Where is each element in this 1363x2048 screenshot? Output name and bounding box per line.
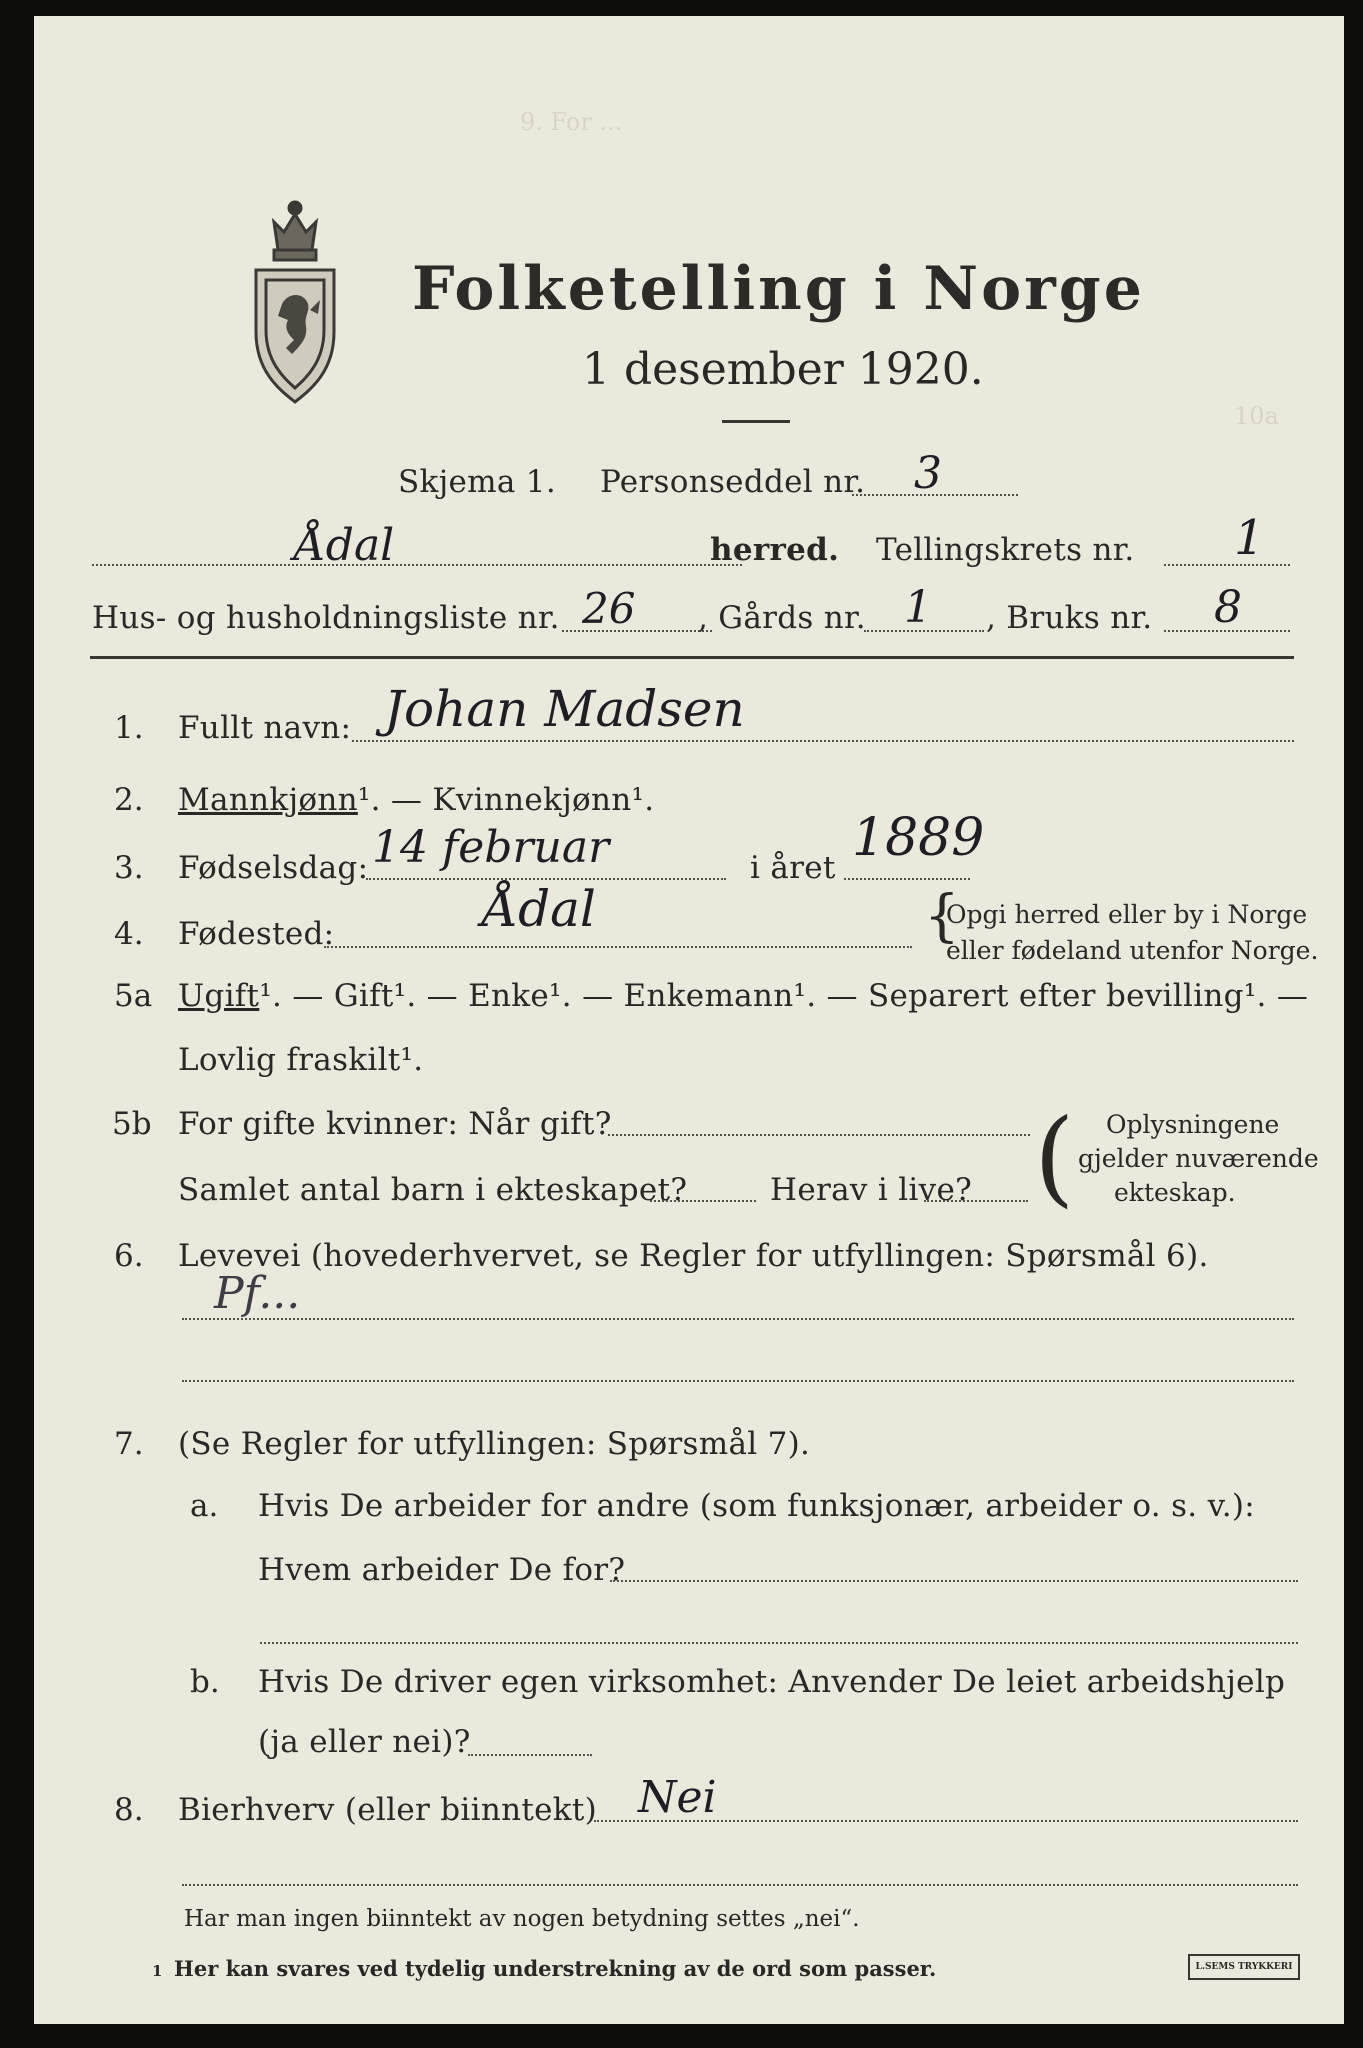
occupation-line-2 xyxy=(182,1380,1294,1382)
bleed-through-text: 10a xyxy=(1234,402,1279,430)
birth-year-label: i året xyxy=(750,850,836,886)
tellingskrets-value: 1 xyxy=(1234,510,1265,566)
question-number: 2. xyxy=(114,782,144,818)
household-list-number: 26 xyxy=(582,584,636,633)
herred-value: Ådal xyxy=(294,520,395,571)
side-income-line-2 xyxy=(182,1884,1298,1886)
employment-question-label: (Se Regler for utfyllingen: Spørsmål 7). xyxy=(178,1426,811,1462)
employer-line-2 xyxy=(260,1642,1298,1644)
full-name-label: Fullt navn: xyxy=(178,710,352,746)
children-count-label: Samlet antal barn i ekteskapet? xyxy=(178,1172,688,1208)
marriage-note-line2: gjelder nuværende xyxy=(1078,1144,1319,1173)
tellingskrets-label: Tellingskrets nr. xyxy=(876,532,1135,568)
title-divider xyxy=(722,420,790,423)
full-name-line xyxy=(352,740,1294,742)
question-number: 5a xyxy=(114,978,153,1014)
note-brace: { xyxy=(924,884,960,949)
household-list-label: Hus- og husholdningsliste nr. xyxy=(92,600,560,636)
side-income-label: Bierhverv (eller biinntekt) xyxy=(178,1792,598,1828)
birthplace-value: Ådal xyxy=(482,880,596,938)
gards-number: 1 xyxy=(904,582,932,633)
census-date: 1 desember 1920. xyxy=(582,344,984,395)
header-separator xyxy=(90,656,1294,659)
occupation-value: Pf... xyxy=(214,1268,301,1319)
married-when-line xyxy=(608,1134,1030,1136)
employer-label: Hvem arbeider De for? xyxy=(258,1552,626,1588)
question-number: 7. xyxy=(114,1426,144,1462)
printer-stamp: L.SEMS TRYKKERI xyxy=(1188,1954,1300,1980)
census-form-sheet xyxy=(34,16,1344,2024)
bruks-label: , Bruks nr. xyxy=(986,600,1153,636)
works-for-others-label: Hvis De arbeider for andre (som funksjonær, arbeider o. s. v.): xyxy=(258,1488,1256,1524)
marriage-note-line3: ekteskap. xyxy=(1114,1178,1236,1207)
unmarried-option: Ugift xyxy=(178,978,260,1014)
employer-line-1 xyxy=(610,1580,1298,1582)
personseddel-label: Personseddel nr. xyxy=(600,464,866,500)
occupation-label: Levevei (hovederhvervet, se Regler for utfyllingen: Spørsmål 6). xyxy=(178,1238,1209,1274)
own-business-label: Hvis De driver egen virksomhet: Anvender De leiet arbeidshjelp xyxy=(258,1664,1286,1700)
male-option: Mannkjønn xyxy=(178,782,358,818)
divorced-option: Lovlig fraskilt¹. xyxy=(178,1042,424,1078)
married-when-label: For gifte kvinner: Når gift? xyxy=(178,1106,612,1142)
bleed-through-text: 9. For ... xyxy=(520,108,623,136)
children-alive-label: Herav i live? xyxy=(770,1172,973,1208)
question-number: a. xyxy=(190,1488,219,1524)
birthplace-label: Fødested: xyxy=(178,916,335,952)
question-number: 3. xyxy=(114,850,144,886)
full-name-value: Johan Madsen xyxy=(384,680,745,738)
form-title: Folketelling i Norge xyxy=(412,254,1145,324)
birthdate-label: Fødselsdag: xyxy=(178,850,369,886)
birth-year-value: 1889 xyxy=(852,808,985,868)
schema-label: Skjema 1. xyxy=(398,464,556,500)
question-number: 6. xyxy=(114,1238,144,1274)
note-brace: ( xyxy=(1034,1096,1075,1218)
herred-line xyxy=(92,564,742,566)
hired-help-label: (ja eller nei)? xyxy=(258,1724,471,1760)
norwegian-coat-of-arms-icon xyxy=(248,192,342,407)
question-number: 1. xyxy=(114,710,144,746)
side-income-value: Nei xyxy=(638,1772,717,1823)
footnote-mark: 1 xyxy=(152,1962,163,1980)
personseddel-number: 3 xyxy=(914,448,942,499)
gender-separator: ¹. — xyxy=(357,782,433,818)
children-alive-line xyxy=(924,1200,1028,1202)
side-income-note: Har man ingen biinntekt av nogen betydning settes „nei“. xyxy=(184,1906,860,1932)
footnote-text: Her kan svares ved tydelig understrekning av de ord som passer. xyxy=(174,1956,937,1981)
marriage-note-line1: Oplysningene xyxy=(1106,1110,1280,1139)
birthplace-line xyxy=(324,946,912,948)
female-option: Kvinnekjønn¹. xyxy=(432,782,655,818)
marital-status-options: ¹. — Gift¹. — Enke¹. — Enkemann¹. — Separert efter bevilling¹. — xyxy=(259,978,1309,1014)
birthplace-note-line1: Opgi herred eller by i Norge xyxy=(946,900,1308,929)
birth-year-line xyxy=(844,878,970,880)
gards-label: , Gårds nr. xyxy=(698,600,866,636)
question-number: b. xyxy=(190,1664,220,1700)
children-count-line xyxy=(650,1200,756,1202)
question-number: 4. xyxy=(114,916,144,952)
question-number: 5b xyxy=(112,1106,152,1142)
herred-label: herred. xyxy=(710,532,840,568)
hired-help-line xyxy=(468,1754,592,1756)
question-number: 8. xyxy=(114,1792,144,1828)
birthplace-note-line2: eller fødeland utenfor Norge. xyxy=(946,936,1319,965)
tellingskrets-line xyxy=(1164,564,1290,566)
birthdate-value: 14 februar xyxy=(372,822,610,873)
occupation-line-1 xyxy=(182,1318,1294,1320)
bruks-number: 8 xyxy=(1214,582,1242,633)
